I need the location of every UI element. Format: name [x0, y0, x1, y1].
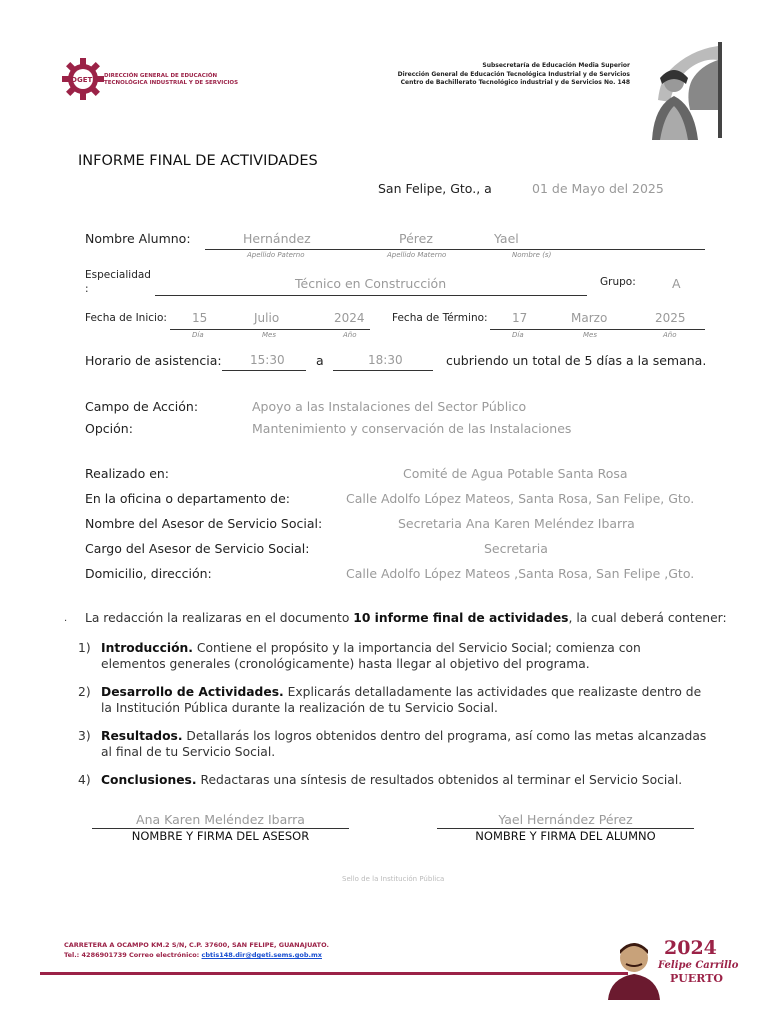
- item-text: Explicarás detalladamente las actividades que realizaste dentro de la Institución Pública durante la realización de tu Servicio Social.: [101, 685, 702, 715]
- item-2: [78, 684, 708, 716]
- oficina-value: Calle Adolfo López Mateos, Santa Rosa, San Felipe, Gto.: [346, 491, 695, 506]
- domicilio-value: Calle Adolfo López Mateos ,Santa Rosa, San Felipe ,Gto.: [346, 566, 695, 581]
- alumno-signature-name: Yael Hernández Pérez: [498, 812, 633, 827]
- domicilio-label: Domicilio, dirección:: [85, 566, 212, 581]
- termino-mes: Marzo: [571, 311, 608, 325]
- horario-a: a: [316, 353, 324, 368]
- realizado-value: Comité de Agua Potable Santa Rosa: [403, 466, 628, 481]
- cargo-label: Cargo del Asesor de Servicio Social:: [85, 541, 310, 556]
- termino-line: [490, 329, 705, 330]
- inicio-anio: 2024: [334, 311, 365, 325]
- termino-cap-anio: Año: [663, 331, 677, 339]
- especialidad-line: [155, 295, 587, 296]
- student-materno: Pérez: [399, 231, 433, 246]
- inicio-cap-anio: Año: [343, 331, 357, 339]
- opcion-value: Mantenimiento y conservación de las Instalaciones: [252, 421, 572, 436]
- header-line-2: Dirección General de Educación Tecnológica Industrial y de Servicios: [397, 70, 630, 78]
- horario-label: Horario de asistencia:: [85, 353, 222, 368]
- item-number: 3): [78, 729, 91, 743]
- header-line-3: Centro de Bachillerato Tecnológico industrial y de Servicios No. 148: [400, 79, 630, 86]
- item-number: 1): [78, 641, 91, 655]
- item-title: Conclusiones.: [101, 773, 197, 787]
- badge-year: 2024: [664, 937, 717, 959]
- date-value: 01 de Mayo del 2025: [532, 181, 664, 196]
- inicio-line: [170, 329, 370, 330]
- fecha-inicio-label: Fecha de Inicio:: [85, 312, 167, 324]
- asesor-value: Secretaria Ana Karen Meléndez Ibarra: [398, 516, 635, 531]
- item-4: [78, 772, 708, 788]
- termino-cap-dia: Día: [512, 331, 524, 339]
- item-title: Resultados.: [101, 729, 183, 743]
- termino-dia: 17: [512, 311, 528, 325]
- student-name-label: Nombre Alumno:: [85, 231, 191, 246]
- heroine-illustration: [630, 40, 726, 140]
- item-number: 4): [78, 773, 91, 787]
- student-name-line: [205, 249, 705, 250]
- alumno-signature-label: NOMBRE Y FIRMA DEL ALUMNO: [475, 829, 656, 843]
- inicio-cap-dia: Día: [192, 331, 204, 339]
- svg-text:DGETI: DGETI: [71, 76, 95, 84]
- inicio-dia: 15: [192, 311, 208, 325]
- portrait-icon: [604, 934, 664, 1000]
- termino-anio: 2025: [655, 311, 686, 325]
- header-line-1: Subsecretaría de Educación Media Superior: [482, 62, 630, 69]
- realizado-label: Realizado en:: [85, 466, 170, 481]
- student-nombres: Yael: [494, 231, 519, 246]
- footer-contact: [64, 951, 322, 959]
- dgeti-logo: [62, 58, 104, 100]
- org-line: TECNOLÓGICA INDUSTRIAL Y DE SERVICIOS: [104, 80, 239, 86]
- fecha-termino-label: Fecha de Término:: [392, 312, 488, 324]
- caption-materno: Apellido Materno: [387, 251, 447, 259]
- gear-icon: [62, 58, 104, 100]
- sello-label: Sello de la Institución Pública: [342, 875, 445, 883]
- intro-post: , la cual deberá contener:: [568, 611, 727, 625]
- oficina-label: En la oficina o departamento de:: [85, 491, 291, 506]
- horario-desde: 15:30: [250, 353, 285, 367]
- item-text: Contiene el propósito y la importancia del Servicio Social; comienza con elementos generales (cronológicamente) hasta llegar al objetivo del programa.: [101, 641, 641, 671]
- grupo-value: A: [672, 276, 681, 291]
- opcion-label: Opción:: [85, 421, 133, 436]
- especialidad-colon: :: [85, 283, 89, 295]
- footer-tel: Tel.: 4286901739 Correo electrónico:: [64, 951, 202, 959]
- caption-paterno: Apellido Paterno: [247, 251, 305, 259]
- horario-desde-line: [222, 370, 306, 371]
- anniversary-badge: [604, 934, 739, 1000]
- item-3: [78, 728, 708, 760]
- student-paterno: Hernández: [243, 231, 311, 246]
- horario-hasta-line: [333, 370, 433, 371]
- intro-text: [85, 611, 727, 625]
- horario-cubriendo: cubriendo un total de 5 días a la semana.: [446, 353, 707, 368]
- horario-hasta: 18:30: [368, 353, 403, 367]
- header-right-text: [398, 62, 630, 88]
- asesor-signature-name: Ana Karen Meléndez Ibarra: [136, 812, 305, 827]
- org-line: DIRECCIÓN GENERAL DE EDUCACIÓN: [104, 73, 218, 79]
- item-text: Detallarás los logros obtenidos dentro del programa, así como las metas alcanzadas al final de tu Servicio Social.: [101, 729, 707, 759]
- badge-name-1: Felipe Carrillo: [658, 960, 739, 971]
- inicio-cap-mes: Mes: [262, 331, 276, 339]
- especialidad-label: Especialidad: [85, 269, 151, 281]
- badge-name-2: PUERTO: [670, 972, 723, 985]
- intro-doc-name: 10 informe final de actividades: [353, 611, 569, 625]
- item-1: [78, 640, 708, 672]
- page-title: INFORME FINAL DE ACTIVIDADES: [78, 153, 318, 169]
- intro-pre: La redacción la realizaras en el documento: [85, 611, 354, 625]
- footer-rule: [40, 972, 628, 975]
- org-name: [104, 73, 238, 87]
- place-label: San Felipe, Gto., a: [378, 181, 492, 196]
- termino-cap-mes: Mes: [583, 331, 597, 339]
- campo-value: Apoyo a las Instalaciones del Sector Público: [252, 399, 527, 414]
- intro-mark: ·: [64, 616, 68, 627]
- campo-label: Campo de Acción:: [85, 399, 199, 414]
- grupo-label: Grupo:: [600, 276, 636, 288]
- asesor-label: Nombre del Asesor de Servicio Social:: [85, 516, 323, 531]
- item-text: Redactaras una síntesis de resultados obtenidos al terminar el Servicio Social.: [196, 773, 683, 787]
- inicio-mes: Julio: [254, 311, 280, 325]
- footer-email-link[interactable]: cbtis148.dir@dgeti.sems.gob.mx: [201, 951, 322, 959]
- especialidad-value: Técnico en Construcción: [295, 276, 447, 291]
- footer-address: CARRETERA A OCAMPO KM.2 S/N, C.P. 37600, SAN FELIPE, GUANAJUATO.: [64, 941, 329, 949]
- asesor-signature-label: NOMBRE Y FIRMA DEL ASESOR: [131, 829, 310, 843]
- item-title: Desarrollo de Actividades.: [101, 685, 284, 699]
- cargo-value: Secretaria: [484, 541, 548, 556]
- caption-nombres: Nombre (s): [512, 251, 552, 259]
- item-number: 2): [78, 685, 91, 699]
- item-title: Introducción.: [101, 641, 193, 655]
